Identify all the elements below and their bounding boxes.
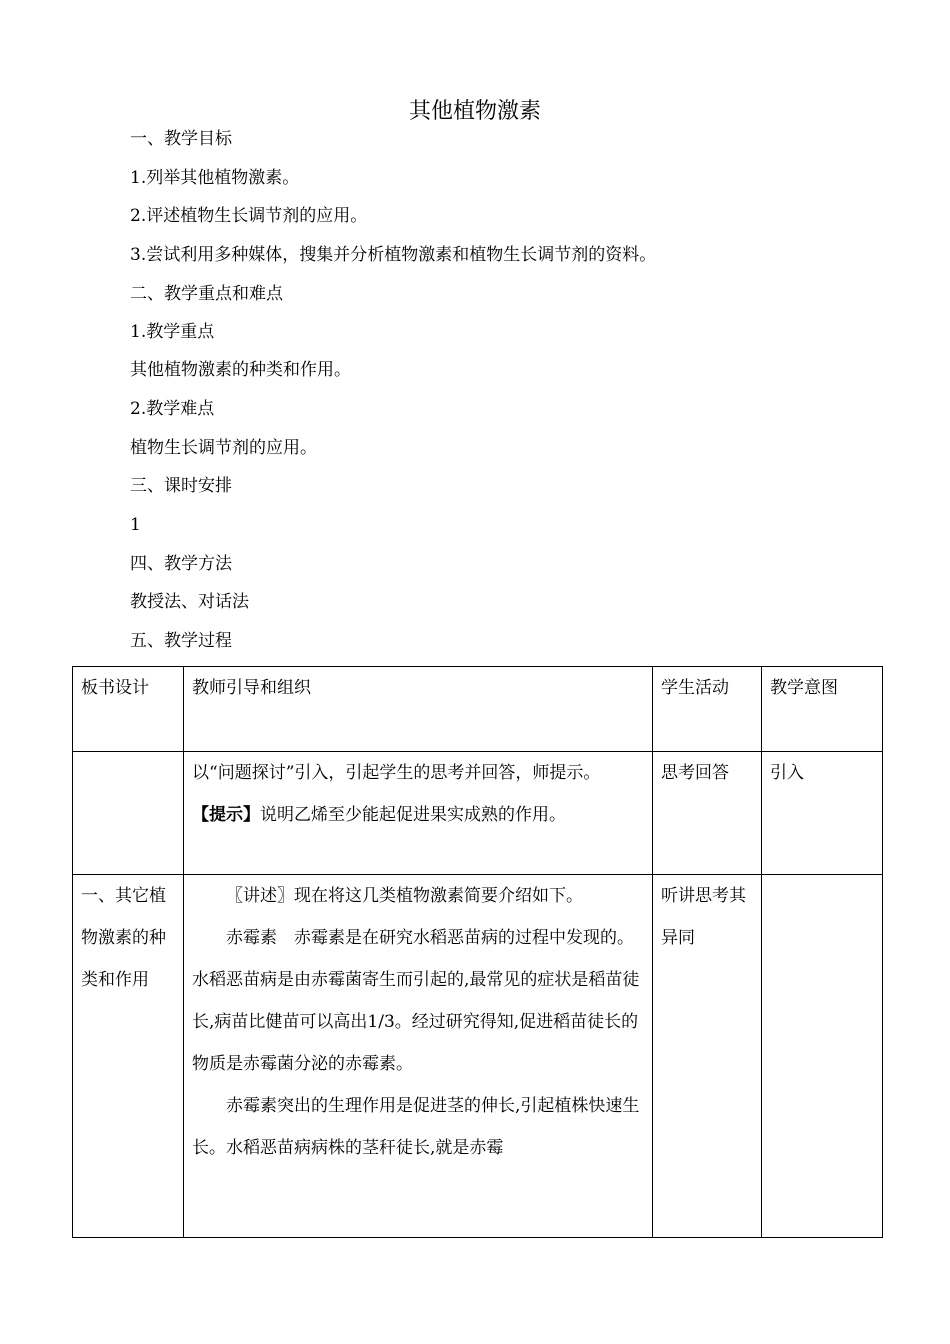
heading-objectives: 一、教学目标 <box>130 129 232 149</box>
header-student-activity: 学生活动 <box>653 667 762 752</box>
key-point-label: 1.教学重点 <box>130 322 215 342</box>
key-point-text: 其他植物激素的种类和作用。 <box>130 360 351 380</box>
table-header-row <box>73 667 883 752</box>
schedule-value: 1 <box>130 515 141 535</box>
teacher-cell <box>184 875 653 1238</box>
heading-process: 五、教学过程 <box>130 631 232 651</box>
heading-schedule: 三、课时安排 <box>130 476 232 496</box>
teacher-paragraph: 赤霉素 赤霉素是在研究水稻恶苗病的过程中发现的。水稻恶苗病是由赤霉菌寄生而引起的,最常见的症状是稻苗徒长,病苗比健苗可以高出1/3。经过研究得知,促进稻苗徒长的物质是赤霉菌分泌的赤霉素。 <box>192 928 640 1074</box>
teacher-paragraph: 赤霉素突出的生理作用是促进茎的伸长,引起植株快速生长。水稻恶苗病病株的茎秆徒长,就是赤霉 <box>192 1096 640 1158</box>
heading-key-points: 二、教学重点和难点 <box>130 284 283 304</box>
lesson-process-table <box>72 666 883 1238</box>
teacher-paragraph: 〖讲述〗现在将这几类植物激素简要介绍如下。 <box>226 886 583 906</box>
header-board-design: 板书设计 <box>73 667 184 752</box>
objective-item-1: 1.列举其他植物激素。 <box>130 168 300 188</box>
header-teaching-intent: 教学意图 <box>762 667 883 752</box>
difficulty-text: 植物生长调节剂的应用。 <box>130 438 317 458</box>
board-cell: 一、其它植物激素的种类和作用 <box>73 875 184 1238</box>
teacher-hint <box>192 794 644 836</box>
heading-methods: 四、教学方法 <box>130 554 232 574</box>
objective-item-3: 3.尝试利用多种媒体，搜集并分析植物激素和植物生长调节剂的资料。 <box>130 245 657 265</box>
objective-item-2: 2.评述植物生长调节剂的应用。 <box>130 206 368 226</box>
table-row <box>73 752 883 875</box>
methods-text: 教授法、对话法 <box>130 592 249 612</box>
header-teacher-guidance: 教师引导和组织 <box>184 667 653 752</box>
student-cell: 听讲思考其异同 <box>653 875 762 1238</box>
table-row <box>73 875 883 1238</box>
hint-text: 说明乙烯至少能起促进果实成熟的作用。 <box>260 805 566 825</box>
page-title: 其他植物激素 <box>408 99 541 124</box>
hint-tag: 【提示】 <box>192 805 260 825</box>
student-cell: 思考回答 <box>653 752 762 875</box>
board-cell <box>73 752 184 875</box>
teacher-paragraph: 以“问题探讨”引入，引起学生的思考并回答，师提示。 <box>192 763 601 783</box>
intent-cell <box>762 875 883 1238</box>
intent-cell: 引入 <box>762 752 883 875</box>
teacher-cell <box>184 752 653 875</box>
difficulty-label: 2.教学难点 <box>130 399 215 419</box>
